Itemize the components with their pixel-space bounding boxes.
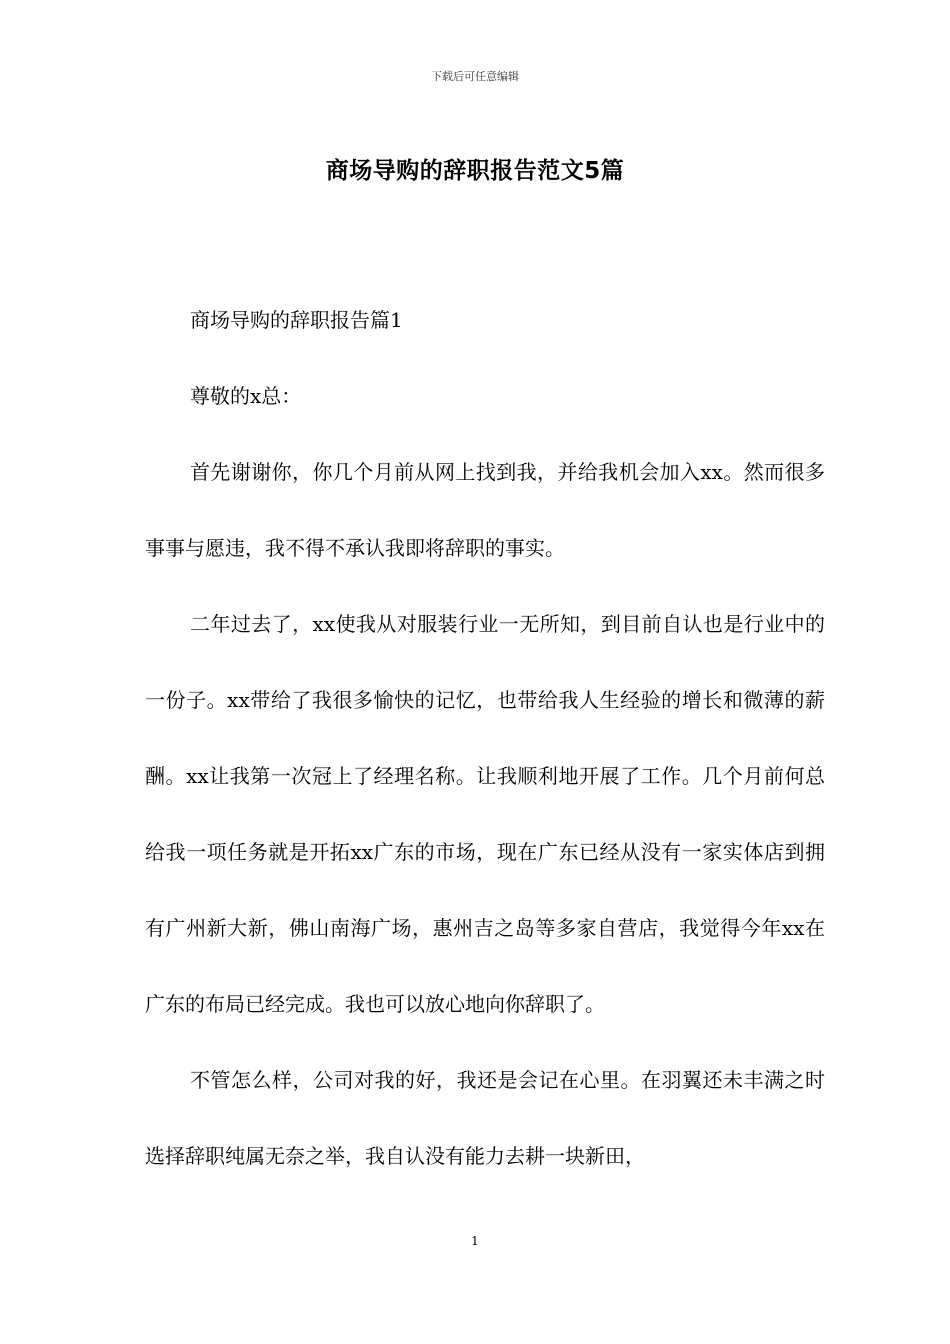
salutation: 尊敬的x总： [190, 384, 302, 408]
body-paragraph-2: 二年过去了，xx使我从对服装行业一无所知，到目前自认也是行业中的一份子。xx带给了我很多愉快的记忆，也带给我人生经验的增长和微薄的薪酬。xx让我第一次冠上了经理名称。让我顺利地开展了工作。几个月前何总给我一项任务就是开拓xx广东的市场，现在广东已经从没有一家实体店到拥有广州新大新，佛山南海广场，惠州吉之岛等多家自营店，我觉得今年xx在广东的布局已经完成。我也可以放心地向你辞职了。 [145, 612, 825, 1016]
body-paragraph-1: 首先谢谢你，你几个月前从网上找到我，并给我机会加入xx。然而很多事事与愿违，我不得不承认我即将辞职的事实。 [145, 460, 825, 560]
document-body [145, 282, 825, 1194]
document-title: 商场导购的辞职报告范文5篇 [325, 158, 625, 184]
section-heading: 商场导购的辞职报告篇1 [190, 308, 403, 332]
body-paragraph-3: 不管怎么样，公司对我的好，我还是会记在心里。在羽翼还未丰满之时选择辞职纯属无奈之举，我自认没有能力去耕一块新田， [145, 1068, 825, 1168]
page-header-note: 下载后可任意编辑 [431, 70, 519, 83]
page-number: 1 [471, 1234, 479, 1248]
